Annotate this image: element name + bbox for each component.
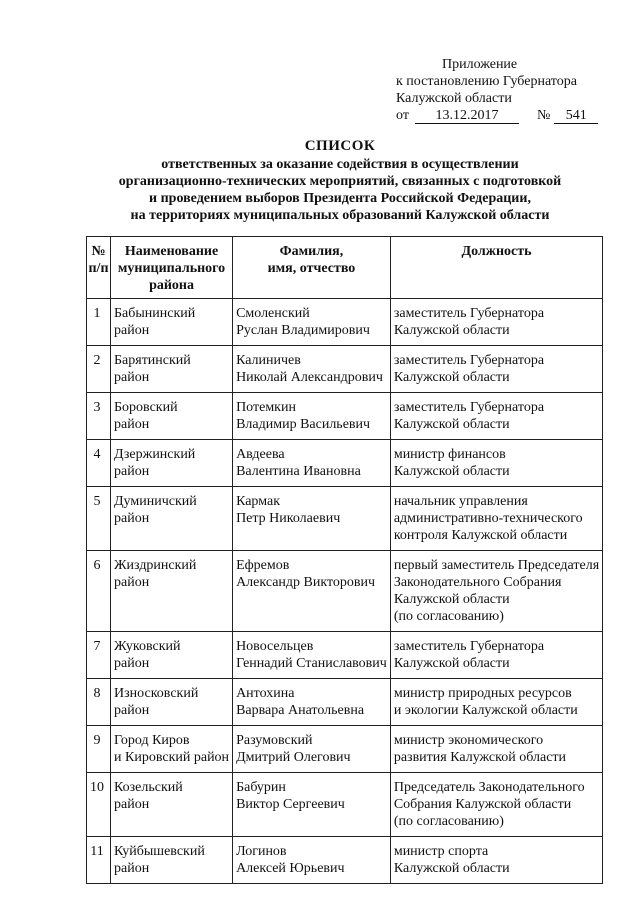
district-cell-line: район [114, 417, 150, 432]
position-cell [390, 346, 602, 393]
name-cell [233, 487, 391, 551]
header-number-line: п/п [88, 261, 109, 276]
position-cell-line: министр экономического [393, 733, 544, 748]
name-cell [233, 679, 391, 726]
district-cell-line: район [114, 323, 150, 338]
district-cell-line: Боровский [114, 400, 178, 415]
row-number: 8 [87, 679, 111, 726]
row-number: 10 [87, 773, 111, 837]
district-cell-line: район [114, 797, 150, 812]
table-body [87, 299, 603, 884]
row-number: 1 [87, 299, 111, 346]
title-line-3: и проведением выборов Президента Российской Федерации, [149, 191, 531, 206]
appendix-block [396, 56, 616, 124]
district-cell [111, 773, 233, 837]
position-cell-line: Калужской области [393, 861, 510, 876]
row-number: 3 [87, 393, 111, 440]
district-cell-line: Куйбышевский [114, 844, 205, 859]
position-cell [390, 487, 602, 551]
district-cell-line: район [114, 370, 150, 385]
position-cell-line: Калужской области [393, 464, 510, 479]
table-header [87, 237, 603, 299]
district-cell-line: район [114, 861, 150, 876]
document-title: СПИСОК [304, 138, 376, 154]
district-cell-line: Думиничский [114, 494, 197, 509]
header-number-line: № [91, 244, 106, 259]
name-cell [233, 393, 391, 440]
position-cell [390, 726, 602, 773]
district-cell [111, 487, 233, 551]
position-cell [390, 632, 602, 679]
name-cell-line: Владимир Васильевич [236, 417, 371, 432]
district-cell-line: Козельский [114, 780, 183, 795]
position-cell [390, 679, 602, 726]
position-cell-line: заместитель Губернатора [393, 400, 545, 415]
district-cell [111, 346, 233, 393]
header-name-line: имя, отчество [267, 261, 356, 276]
title-line-2: организационно-технических мероприятий, связанных с подготовкой [118, 174, 562, 189]
appendix-decree-ref: к постановлению Губернатора [396, 74, 577, 89]
position-cell-line: Калужской области [393, 592, 510, 607]
row-number: 2 [87, 346, 111, 393]
position-cell-line: Законодательного Собрания [393, 575, 562, 590]
document-title-block [60, 136, 620, 224]
position-cell-line: контроля Калужской области [393, 528, 568, 543]
district-cell-line: Жуковский [114, 639, 181, 654]
row-number: 9 [87, 726, 111, 773]
position-cell-line: (по согласованию) [393, 814, 504, 829]
name-cell [233, 299, 391, 346]
name-cell-line: Александр Викторович [236, 575, 376, 590]
position-cell-line: административно-технического [393, 511, 583, 526]
name-cell [233, 837, 391, 884]
name-cell-line: Дмитрий Олегович [236, 750, 351, 765]
appendix-title: Приложение [442, 57, 518, 72]
position-cell-line: Калужской области [393, 370, 510, 385]
name-cell [233, 440, 391, 487]
district-cell [111, 299, 233, 346]
table-row [87, 551, 603, 632]
position-cell-line: заместитель Губернатора [393, 306, 545, 321]
row-number: 6 [87, 551, 111, 632]
header-number [87, 237, 111, 299]
district-cell [111, 837, 233, 884]
table-row [87, 773, 603, 837]
position-cell-line: министр спорта [393, 844, 489, 859]
position-cell-line: заместитель Губернатора [393, 639, 545, 654]
date-prefix: от [396, 108, 409, 123]
position-cell-line: Председатель Законодательного [393, 780, 585, 795]
name-cell-line: Петр Николаевич [236, 511, 341, 526]
district-cell [111, 679, 233, 726]
row-number: 7 [87, 632, 111, 679]
table-row [87, 299, 603, 346]
name-cell-line: Виктор Сергеевич [236, 797, 345, 812]
table-row [87, 440, 603, 487]
table-row [87, 679, 603, 726]
position-cell-line: Собрания Калужской области [393, 797, 572, 812]
appendix-region: Калужской области [396, 91, 512, 106]
name-cell [233, 726, 391, 773]
district-cell-line: район [114, 464, 150, 479]
position-cell [390, 440, 602, 487]
district-cell-line: район [114, 575, 150, 590]
table-row [87, 837, 603, 884]
header-district-line: муниципального [117, 261, 226, 276]
name-cell-line: Валентина Ивановна [236, 464, 361, 479]
position-cell [390, 299, 602, 346]
table-row [87, 487, 603, 551]
position-cell [390, 393, 602, 440]
name-cell-line: Алексей Юрьевич [236, 861, 345, 876]
name-cell [233, 773, 391, 837]
position-cell-line: развития Калужской области [393, 750, 567, 765]
name-cell-line: Кармак [236, 494, 280, 509]
position-cell-line: первый заместитель Председателя [393, 558, 600, 573]
table-row [87, 726, 603, 773]
header-position-line: Должность [461, 244, 532, 259]
row-number: 5 [87, 487, 111, 551]
header-name-line: Фамилия, [279, 244, 344, 259]
district-cell [111, 440, 233, 487]
name-cell-line: Потемкин [236, 400, 296, 415]
position-cell-line: Калужской области [393, 323, 510, 338]
header-district-line: района [149, 278, 194, 293]
position-cell [390, 837, 602, 884]
district-cell-line: район [114, 511, 150, 526]
district-cell-line: район [114, 703, 150, 718]
header-name [233, 237, 391, 299]
district-cell-line: Город Киров [114, 733, 190, 748]
district-cell-line: район [114, 656, 150, 671]
name-cell-line: Смоленский [236, 306, 310, 321]
name-cell-line: Авдеева [236, 447, 285, 462]
district-cell-line: Жиздринский [114, 558, 197, 573]
position-cell-line: (по согласованию) [393, 609, 504, 624]
table-row [87, 393, 603, 440]
position-cell-line: Калужской области [393, 417, 510, 432]
row-number: 11 [87, 837, 111, 884]
header-row [87, 237, 603, 299]
district-cell [111, 632, 233, 679]
table-row [87, 346, 603, 393]
district-cell-line: Бабынинский [114, 306, 196, 321]
header-district [111, 237, 233, 299]
name-cell-line: Варвара Анатольевна [236, 703, 365, 718]
title-line-1: ответственных за оказание содействия в осуществлении [161, 157, 519, 172]
name-cell-line: Руслан Владимирович [236, 323, 370, 338]
position-cell-line: начальник управления [393, 494, 528, 509]
appendix-date-line [396, 107, 616, 124]
decree-number: 541 [554, 108, 598, 124]
name-cell [233, 632, 391, 679]
name-cell-line: Бабурин [236, 780, 286, 795]
name-cell-line: Логинов [236, 844, 287, 859]
header-position [390, 237, 602, 299]
name-cell-line: Николай Александрович [236, 370, 383, 385]
title-line-4: на территориях муниципальных образований Калужской области [130, 208, 550, 223]
district-cell [111, 726, 233, 773]
district-cell-line: Износковский [114, 686, 199, 701]
position-cell [390, 551, 602, 632]
name-cell [233, 346, 391, 393]
name-cell-line: Разумовский [236, 733, 313, 748]
number-prefix: № [536, 108, 551, 123]
name-cell-line: Антохина [236, 686, 295, 701]
district-cell [111, 393, 233, 440]
name-cell-line: Новосельцев [236, 639, 314, 654]
position-cell-line: заместитель Губернатора [393, 353, 545, 368]
row-number: 4 [87, 440, 111, 487]
position-cell-line: министр природных ресурсов [393, 686, 572, 701]
decree-date: 13.12.2017 [415, 108, 519, 124]
name-cell [233, 551, 391, 632]
position-cell-line: Калужской области [393, 656, 510, 671]
district-cell-line: Барятинский [114, 353, 191, 368]
header-district-line: Наименование [124, 244, 219, 259]
name-cell-line: Калиничев [236, 353, 301, 368]
name-cell-line: Геннадий Станиславович [236, 656, 387, 671]
district-cell-line: Дзержинский [114, 447, 196, 462]
responsible-persons-table [86, 236, 603, 884]
district-cell-line: и Кировский район [114, 750, 230, 765]
district-cell [111, 551, 233, 632]
position-cell [390, 773, 602, 837]
name-cell-line: Ефремов [236, 558, 290, 573]
position-cell-line: министр финансов [393, 447, 506, 462]
table-row [87, 632, 603, 679]
position-cell-line: и экологии Калужской области [393, 703, 578, 718]
